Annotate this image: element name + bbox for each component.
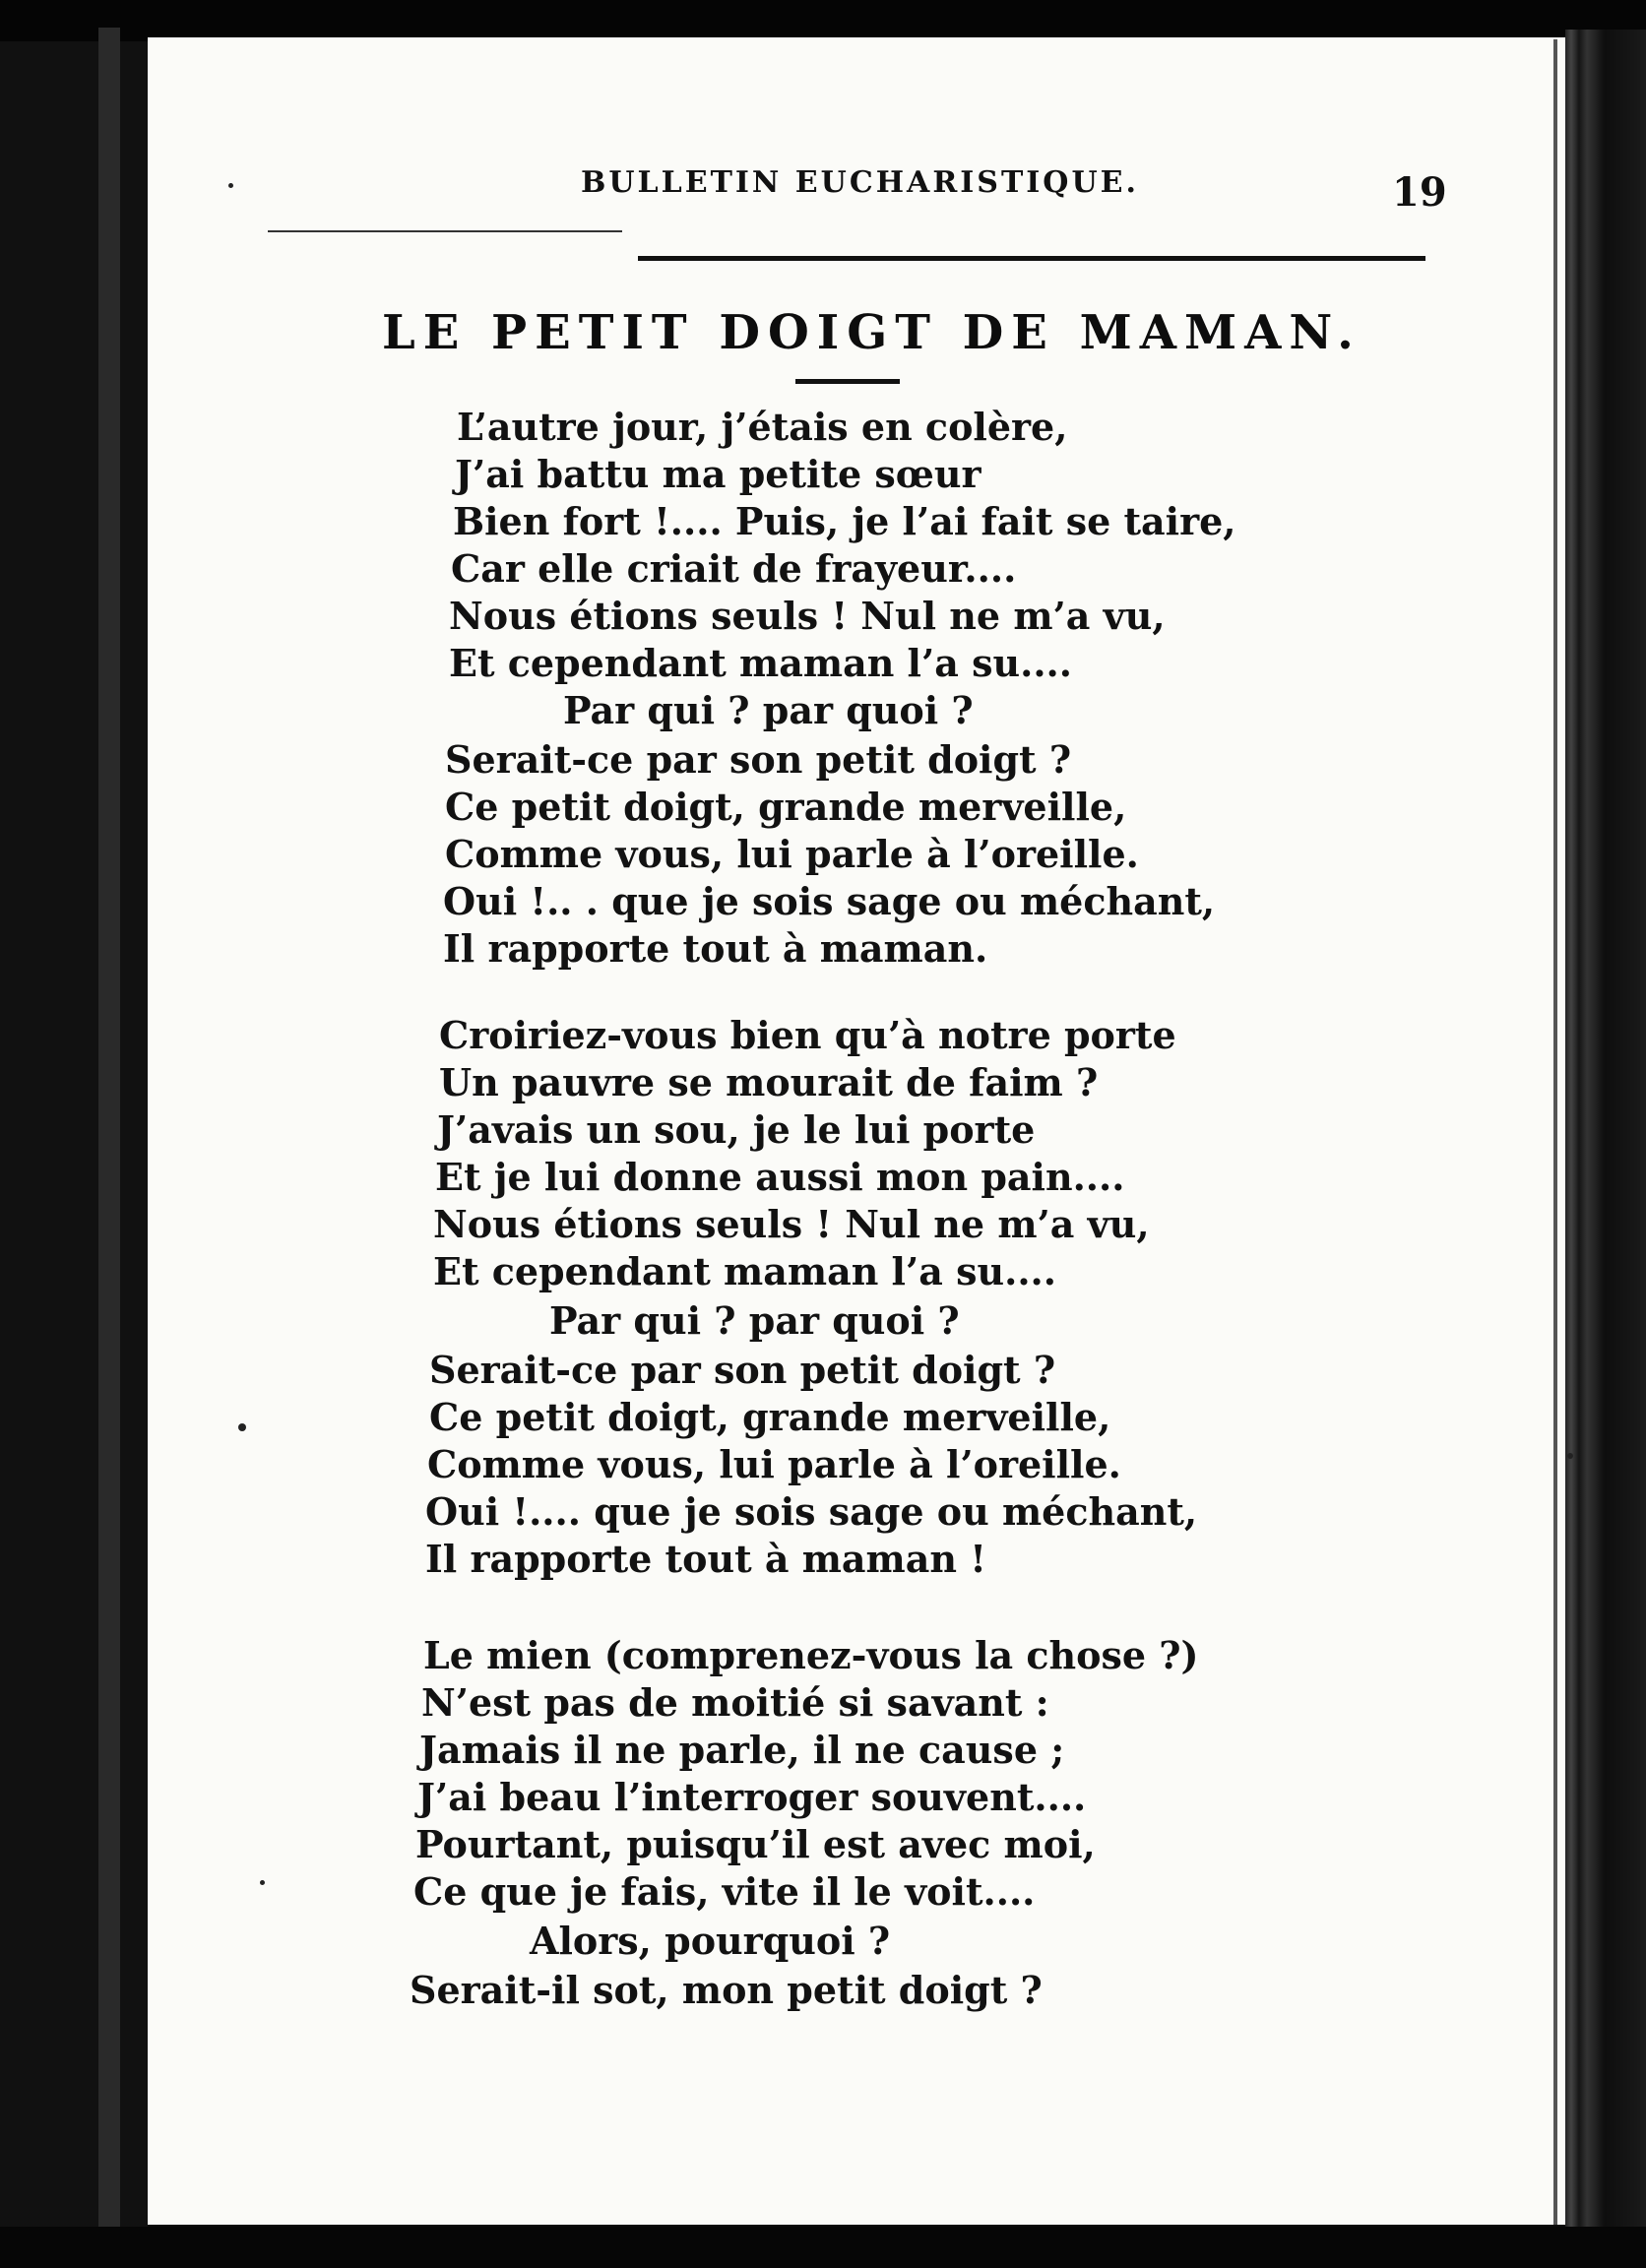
poem-line: Comme vous, lui parle à l’oreille.	[445, 832, 1139, 876]
page-number: 19	[1392, 169, 1447, 216]
poem-line-refrain: Par qui ? par quoi ?	[563, 688, 974, 732]
poem-line: Croiriez-vous bien qu’à notre porte	[439, 1013, 1176, 1057]
scan-speck	[260, 1880, 265, 1885]
poem-line: Et cependant maman l’a su....	[433, 1249, 1057, 1293]
running-header-title: BULLETIN EUCHARISTIQUE.	[581, 165, 1139, 200]
poem-line: Un pauvre se mourait de faim ?	[439, 1060, 1099, 1104]
poem-line-refrain: Alors, pourquoi ?	[530, 1919, 891, 1963]
poem-line: Le mien (comprenez-vous la chose ?)	[423, 1633, 1199, 1677]
poem-line: L’autre jour, j’étais en colère,	[457, 405, 1068, 449]
poem-line: Nous étions seuls ! Nul ne m’a vu,	[433, 1202, 1150, 1246]
poem-line: Ce que je fais, vite il le voit....	[413, 1869, 1036, 1914]
poem-line: Ce petit doigt, grande merveille,	[429, 1395, 1111, 1439]
poem-line: Oui !.... que je sois sage ou méchant,	[425, 1489, 1198, 1534]
poem-line: N’est pas de moitié si savant :	[421, 1680, 1049, 1725]
poem-line: J’ai beau l’interroger souvent....	[417, 1775, 1087, 1819]
poem-line-refrain: Par qui ? par quoi ?	[549, 1298, 960, 1343]
poem-line: Nous étions seuls ! Nul ne m’a vu,	[449, 594, 1166, 638]
poem-line: Serait-ce par son petit doigt ?	[445, 737, 1072, 782]
scan-speck	[228, 183, 233, 188]
poem-line: Serait-il sot, mon petit doigt ?	[410, 1968, 1043, 2012]
poem-line: Oui !.. . que je sois sage ou méchant,	[443, 879, 1216, 923]
scan-speck	[1567, 1453, 1573, 1459]
poem-line: Il rapporte tout à maman !	[425, 1537, 986, 1581]
poem-line: Il rapporte tout à maman.	[443, 926, 988, 971]
scan-speck	[238, 1423, 246, 1431]
poem-line: Et je lui donne aussi mon pain....	[435, 1155, 1125, 1199]
poem-title: LE PETIT DOIGT DE MAMAN.	[382, 305, 1361, 360]
poem-line: Bien fort !.... Puis, je l’ai fait se taire,	[453, 499, 1236, 543]
poem-line: Comme vous, lui parle à l’oreille.	[427, 1442, 1121, 1486]
poem-line: Car elle criait de frayeur....	[451, 546, 1017, 591]
poem-line: Pourtant, puisqu’il est avec moi,	[415, 1822, 1096, 1866]
poem-line: Et cependant maman l’a su....	[449, 641, 1073, 685]
poem-line: Ce petit doigt, grande merveille,	[445, 785, 1127, 829]
poem-line: Jamais il ne parle, il ne cause ;	[419, 1728, 1065, 1772]
poem-line: J’avais un sou, je le lui porte	[437, 1107, 1036, 1152]
poem-line: J’ai battu ma petite sœur	[455, 452, 981, 496]
poem-line: Serait-ce par son petit doigt ?	[429, 1348, 1056, 1392]
